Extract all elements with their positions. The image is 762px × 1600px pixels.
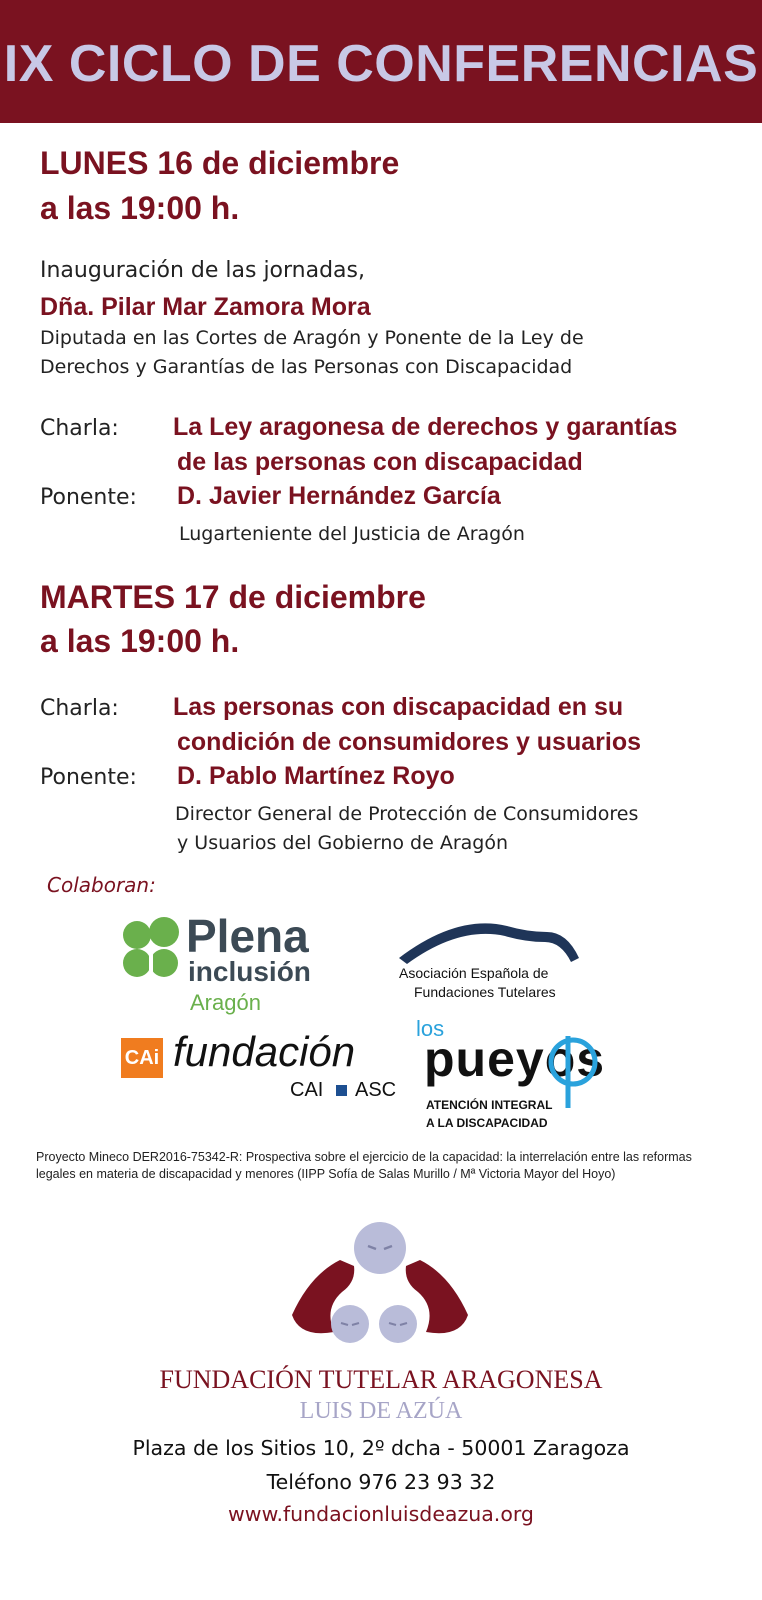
collaborators-label: Colaboran: [47, 873, 156, 897]
day1-date: LUNES 16 de diciembre [40, 145, 400, 181]
pueyos-logo-word: pueyos [424, 1031, 606, 1087]
pueyos-logo-top: los [416, 1016, 445, 1041]
aeft-roof-icon [397, 918, 582, 968]
day2-time: a las 19:00 h. [40, 623, 240, 659]
day1-inauguration-label: Inauguración de las jornadas, [40, 258, 365, 283]
day2-ponente-name: D. Pablo Martínez Royo [177, 762, 455, 790]
day1-charla-title-1: La Ley aragonesa de derechos y garantías [173, 413, 678, 441]
day1-speaker: Dña. Pilar Mar Zamora Mora [40, 293, 371, 321]
cai-logo-sub-right: ASC [355, 1079, 397, 1101]
cai-badge-icon: CAi [121, 1038, 163, 1078]
day1-ponente-name: D. Javier Hernández García [177, 482, 501, 510]
pueyos-tagline-2: A LA DISCAPACIDAD [426, 1116, 548, 1130]
day2-charla-label: Charla: [40, 696, 119, 721]
foundation-logo-icon [290, 1220, 470, 1350]
footer-website-link[interactable]: www.fundacionluisdeazua.org [228, 1502, 534, 1526]
day1-ponente-label: Ponente: [40, 485, 137, 510]
day2-charla-title-2: condición de consumidores y usuarios [177, 728, 641, 756]
plena-logo-aragon: Aragón [190, 990, 261, 1015]
day2-ponente-role-1: Director General de Protección de Consumidores [175, 803, 639, 825]
day2-charla-title-1: Las personas con discapacidad en su [173, 693, 624, 721]
day1-charla-title-2: de las personas con discapacidad [177, 448, 583, 476]
cai-logo-sub-left: CAI [290, 1079, 324, 1101]
footer-address: Plaza de los Sitios 10, 2º dcha - 50001 Zaragoza [132, 1436, 630, 1460]
project-note: Proyecto Mineco DER2016-75342-R: Prospectiva sobre el ejercicio de la capacidad: la interrelación entre las reformas legales en materia de discapacidad y menores (IIPP Sofía de Salas Murillo / Mª Victoria Mayor del Hoyo) [36, 1150, 692, 1181]
plena-logo-word: Plena [186, 910, 309, 962]
page-title: IX CICLO DE CONFERENCIAS [3, 35, 759, 93]
day2-ponente-role-2: y Usuarios del Gobierno de Aragón [177, 832, 509, 854]
day2-date: MARTES 17 de diciembre [40, 579, 426, 615]
plena-logo-inclusion: inclusión [188, 956, 311, 987]
pueyos-tagline-1: ATENCIÓN INTEGRAL [426, 1098, 553, 1112]
day1-speaker-role-1: Diputada en las Cortes de Aragón y Ponente de la Ley de [40, 327, 584, 349]
day1-time: a las 19:00 h. [40, 190, 240, 226]
footer-org-name: FUNDACIÓN TUTELAR ARAGONESA [159, 1365, 603, 1394]
footer-org-subname: LUIS DE AZÚA [299, 1398, 463, 1424]
aeft-logo-line2: Fundaciones Tutelares [414, 984, 556, 1000]
cai-square-icon [336, 1085, 347, 1096]
day2-ponente-label: Ponente: [40, 765, 137, 790]
day1-charla-label: Charla: [40, 416, 119, 441]
aeft-logo-line1: Asociación Española de [399, 965, 549, 981]
day1-ponente-role: Lugarteniente del Justicia de Aragón [179, 523, 525, 545]
day1-speaker-role-2: Derechos y Garantías de las Personas con Discapacidad [40, 356, 573, 378]
cai-logo-word: fundación [173, 1028, 356, 1075]
footer-phone: Teléfono 976 23 93 32 [266, 1470, 496, 1494]
